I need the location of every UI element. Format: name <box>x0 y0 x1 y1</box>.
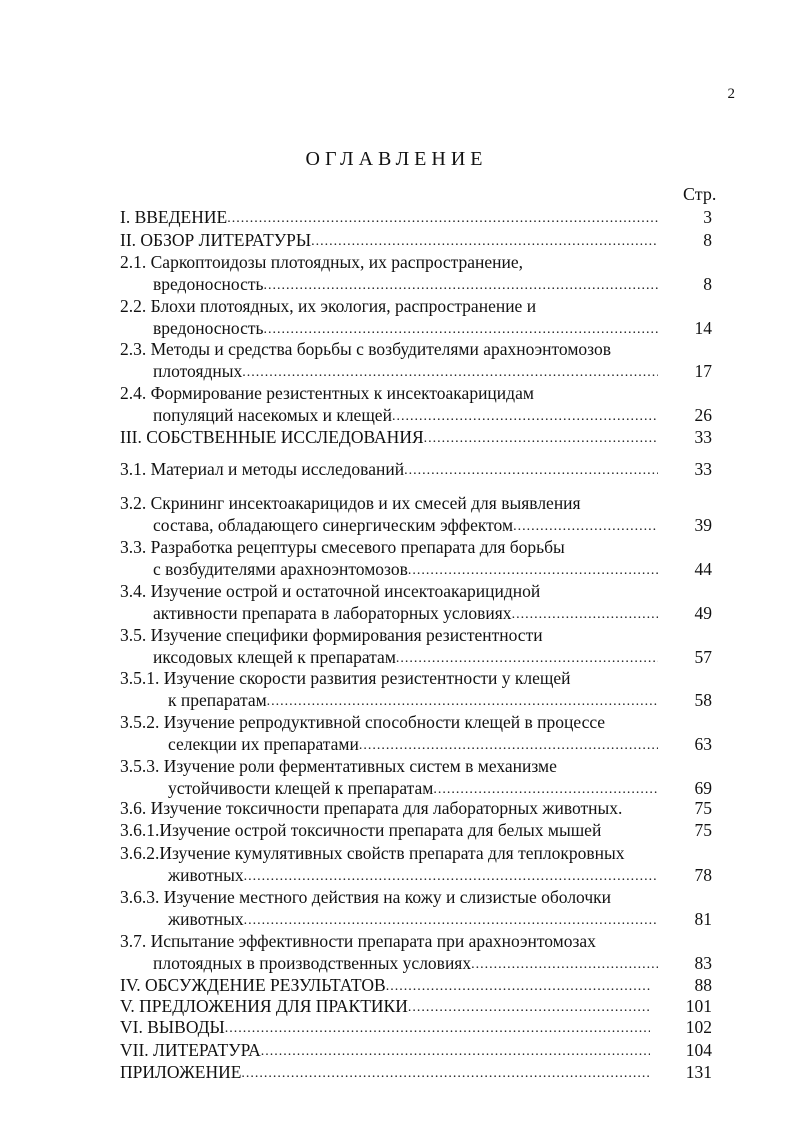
toc-entry-leader-line <box>153 558 658 580</box>
toc-page-number: 39 <box>694 515 712 535</box>
dot-leader <box>242 364 658 382</box>
toc-page-number: 102 <box>685 1017 712 1037</box>
toc-entry-leader-line <box>120 1016 650 1038</box>
dot-leader <box>227 210 658 228</box>
toc-entry-leader-line <box>168 689 658 711</box>
toc-entry-line: 3.4. Изучение острой и остаточной инсектоакарицидной <box>120 581 541 601</box>
toc-page-number: 58 <box>694 690 712 710</box>
toc-entry-text: иксодовых клещей к препаратам <box>153 647 396 667</box>
dot-leader <box>267 693 658 711</box>
toc-page-number: 101 <box>685 996 712 1016</box>
toc-page-number: 33 <box>694 459 712 479</box>
toc-entry-text: ПРИЛОЖЕНИЕ <box>120 1062 242 1082</box>
dot-leader <box>513 518 658 536</box>
dot-leader <box>392 408 658 426</box>
dot-leader <box>471 956 658 974</box>
toc-entry-text: с возбудителями арахноэнтомозов <box>153 559 408 579</box>
toc-entry-line: 3.6.3. Изучение местного действия на кожу и слизистые оболочки <box>120 887 612 907</box>
toc-entry-leader-line <box>168 733 658 755</box>
toc-page-number: 83 <box>694 953 712 973</box>
toc-entry-leader-line <box>153 602 658 624</box>
toc-page-number: 3 <box>703 207 712 227</box>
toc-entry-line: 2.2. Блохи плотоядных, их экология, распространение и <box>120 296 537 316</box>
toc-entry-line: 2.4. Формирование резистентных к инсектоакарицидам <box>120 383 534 403</box>
toc-entry-leader-line <box>153 360 658 382</box>
toc-entry-line: 3.5.1. Изучение скорости развития резистентности у клещей <box>120 668 571 688</box>
toc-entry-line: 3.3. Разработка рецептуры смесевого препарата для борьбы <box>120 537 565 557</box>
toc-entry-leader-line <box>120 426 658 448</box>
toc-entry-text: I. ВВЕДЕНИЕ <box>120 207 228 227</box>
toc-page-number: 75 <box>694 798 712 818</box>
dot-leader <box>359 737 658 755</box>
toc-entry-text: животных <box>168 909 244 929</box>
dot-leader <box>408 999 650 1017</box>
toc-entry-text: V. ПРЕДЛОЖЕНИЯ ДЛЯ ПРАКТИКИ <box>120 996 408 1016</box>
toc-page-number: 17 <box>694 361 712 381</box>
toc-entry-line: 3.7. Испытание эффективности препарата при арахноэнтомозах <box>120 931 596 951</box>
toc-page-number: 57 <box>694 647 712 667</box>
toc-entry-leader-line <box>120 229 658 251</box>
toc-page-number: 8 <box>703 230 712 250</box>
toc-page-number: 8 <box>703 274 712 294</box>
dot-leader <box>311 233 658 251</box>
toc-entry-text: VII. ЛИТЕРАТУРА <box>120 1040 261 1060</box>
toc-entry-text: IV. ОБСУЖДЕНИЕ РЕЗУЛЬТАТОВ <box>120 975 386 995</box>
toc-entry-text: II. ОБЗОР ЛИТЕРАТУРЫ <box>120 230 312 250</box>
toc-entry-leader-line <box>153 404 658 426</box>
toc-entry-text: III. СОБСТВЕННЫЕ ИССЛЕДОВАНИЯ <box>120 427 424 447</box>
toc-entry-leader-line <box>168 908 658 930</box>
toc-entry-line: 2.1. Саркоптоидозы плотоядных, их распространение, <box>120 252 524 272</box>
dot-leader <box>386 978 650 996</box>
toc-entry-leader-line <box>153 514 658 536</box>
dot-leader <box>261 1043 650 1061</box>
toc-page-number: 131 <box>685 1062 712 1082</box>
dot-leader <box>263 277 658 295</box>
toc-entry-leader-line <box>153 273 658 295</box>
dot-leader <box>244 868 658 886</box>
dot-leader <box>225 1020 650 1038</box>
page-number: 2 <box>727 86 735 102</box>
toc-entry-leader-line <box>120 1039 650 1061</box>
toc-page-number: 104 <box>685 1040 712 1060</box>
toc-page-number: 14 <box>694 318 712 338</box>
toc-entry-leader-line <box>168 777 658 799</box>
toc-page-number: 88 <box>694 975 712 995</box>
toc-entry-text: VI. ВЫВОДЫ <box>120 1017 225 1037</box>
toc-entry-text: селекции их препаратами <box>168 734 359 754</box>
toc-page-number: 69 <box>694 778 712 798</box>
toc-entry-text: состава, обладающего синергическим эффектом <box>153 515 514 535</box>
dot-leader <box>404 462 658 480</box>
toc-entry-text: популяций насекомых и клещей <box>153 405 392 425</box>
toc-entry-leader-line <box>120 1061 650 1083</box>
toc-entry-line: 3.6.1.Изучение острой токсичности препарата для белых мышей <box>120 820 602 840</box>
toc-entry-line: 2.3. Методы и средства борьбы с возбудителями арахноэнтомозов <box>120 339 611 359</box>
toc-entry-text: устойчивости клещей к препаратам <box>168 778 434 798</box>
toc-entry-leader-line <box>120 995 650 1017</box>
toc-page-number: 78 <box>694 865 712 885</box>
toc-page-number: 75 <box>694 820 712 840</box>
toc-page-number: 81 <box>694 909 712 929</box>
toc-entry-text: животных <box>168 865 244 885</box>
toc-entry-leader-line <box>120 974 650 996</box>
toc-entry-leader-line <box>153 952 658 974</box>
toc-entry-line: 3.2. Скрининг инсектоакарицидов и их смесей для выявления <box>120 493 581 513</box>
toc-page-number: 63 <box>694 734 712 754</box>
toc-page-number: 44 <box>694 559 712 579</box>
dot-leader <box>424 430 658 448</box>
toc-entry-text: плотоядных <box>153 361 243 381</box>
toc-entry-line: 3.5.2. Изучение репродуктивной способности клещей в процессе <box>120 712 606 732</box>
toc-entry-leader-line <box>168 864 658 886</box>
toc-entry-text: к препаратам <box>168 690 267 710</box>
toc-entry-line: 3.5. Изучение специфики формирования резистентности <box>120 625 543 645</box>
toc-page-number: 26 <box>694 405 712 425</box>
toc-entry-text: вредоносность <box>153 318 264 338</box>
toc-page-number: 49 <box>694 603 712 623</box>
dot-leader <box>263 321 658 339</box>
dot-leader <box>244 912 658 930</box>
toc-entry-leader-line <box>153 646 658 668</box>
dot-leader <box>408 562 658 580</box>
dot-leader <box>396 650 658 668</box>
dot-leader <box>512 606 658 624</box>
toc-entry-line: 3.6.2.Изучение кумулятивных свойств препарата для теплокровных <box>120 843 625 863</box>
toc-entry-text: активности препарата в лабораторных условиях <box>153 603 512 623</box>
toc-entry-leader-line <box>120 458 658 480</box>
toc-entry-text: 3.1. Материал и методы исследований <box>120 459 405 479</box>
toc-entry-line: 3.5.3. Изучение роли ферментативных систем в механизме <box>120 756 557 776</box>
toc-entry-text: плотоядных в производственных условиях <box>153 953 472 973</box>
toc-entry-text: вредоносность <box>153 274 264 294</box>
toc-entry-leader-line <box>120 206 658 228</box>
toc-page-number: 33 <box>694 427 712 447</box>
toc-entry-leader-line <box>153 317 658 339</box>
page-column-header: Стр. <box>683 184 717 204</box>
toc-title: ОГЛАВЛЕНИЕ <box>305 148 488 170</box>
toc-entry-line: 3.6. Изучение токсичности препарата для лабораторных животных. <box>120 798 623 818</box>
dot-leader <box>241 1065 650 1083</box>
